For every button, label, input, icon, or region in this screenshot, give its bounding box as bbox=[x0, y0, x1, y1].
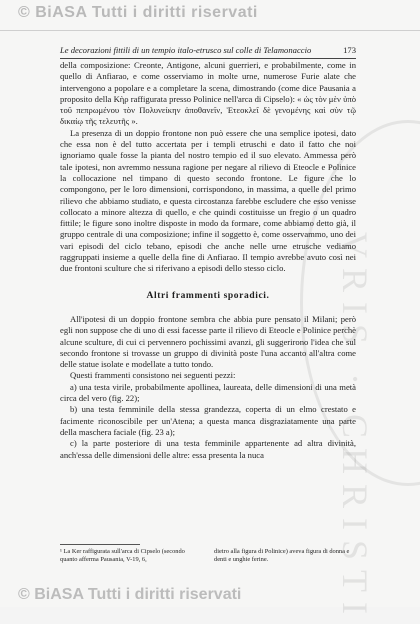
watermark-top: © BiASA Tutti i diritti riservati bbox=[18, 4, 258, 21]
running-header bbox=[60, 45, 356, 55]
footnote-left: ¹ La Ker raffigurata sull'arca di Cipselo (secondo quanto afferma Pausania, V-19, 6, bbox=[60, 548, 185, 563]
body-text bbox=[60, 60, 356, 461]
header-rule bbox=[60, 58, 356, 59]
footnote-rule bbox=[60, 544, 140, 545]
section-title: Altri frammenti sporadici. bbox=[146, 290, 270, 301]
paragraph-7: c) la parte posteriore di una testa femminile appartenente ad altra divinità, anch'essa delle dimensioni delle altre: essa presenta la nuca bbox=[60, 438, 356, 460]
top-border bbox=[0, 30, 420, 31]
page-number: 173 bbox=[343, 45, 356, 55]
paragraph-5: a) una testa virile, probabilmente apollinea, laureata, delle dimensioni di una metà circa del vero (fig. 22); bbox=[60, 381, 356, 404]
seal-text: VRIS · CHRISTI bbox=[335, 232, 375, 624]
footnote-right: dietro alla figura di Polinice) aveva figura di donna e denti e unghie ferine. bbox=[214, 548, 350, 563]
paragraph-1: della composizione: Creonte, Antigone, alcuni guerrieri, e probabilmente, come in quello di Anfiarao, e come osserviamo in molte urne, numerose Furie alate che intervengono a popolare e a completare la scena, dimostrando (come dice Pausania a proposito della Kὴρ raffigurata presso Polinice nell'arca di Cipselo): « ὡς τὸν μὲν ὑπὸ τοῦ πεπρωμένου τὸν Πολυνείκην ἀποθανεῖν, Ἐτεοκλεῖ δὲ γενομένης καὶ σὺν τῷ δικαίῳ τῆς τελευτῆς ». bbox=[60, 60, 356, 127]
paragraph-6: b) una testa femminile della stessa grandezza, coperta di un elmo crestato e facimente riconoscibile per un'Atena; a questa manca disgraziatamente una parte della maschera faciale (fig. 23 a); bbox=[60, 404, 356, 437]
footnotes bbox=[60, 548, 356, 564]
watermark-bottom: © BiASA Tutti i diritti riservati bbox=[18, 586, 242, 603]
paragraph-3: All'ipotesi di un doppio frontone sembra che abbia pure pensato il Milani; però egli non suppose che di uno di essi facesse parte il rilievo di Eteocle e Polinice perchè alcune sculture, di cui ci pervennero pochissimi avanzi, gli suggerirono l'idea che sul secondo frontone si trovasse un gruppo di divinità poste l'una accanto all'altra come delle statue isolate e modellate a tutto tondo. bbox=[60, 313, 356, 370]
header-title: Le decorazioni fittili di un tempio italo-etrusco sul colle di Telamonaccio bbox=[60, 45, 312, 55]
paragraph-2: La presenza di un doppio frontone non può essere che una semplice ipotesi, dato che essa non è del tutto accertata per i templi etruschi e dato il fatto che noi ignoriamo quale fosse la pianta del nostro tempio ed il suo elevato. Ammessa però tale ipotesi, non avremmo nessuna ragione per negare al rilievo di Eteocle e Polinice la collocazione nel timpano di questo secondo frontone. Le figure che lo compongono, per le loro dimensioni, corrispondono, in massima, a quelle del primo rilievo che abbiamo studiato, e questa circostanza farebbe escludere che esso venisse collocato a minore altezza di quello, e che quindi costituisse un fregio o un quadro fittile; le figure sono inoltre disposte in modo da formare, come abbiamo detto già, il gruppo centrale di una composizione; infine il soggetto è, come osservammo, uno dei vari episodi del ciclo tebano, episodi che anche nelle urne etrusche vediamo raggruppati insieme a quelle della fine di Anfiarao. Il tempio avrebbe avuto così nei due frontoni sculture che si riferivano a episodi dello stesso ciclo. bbox=[60, 127, 356, 274]
paragraph-4: Questi frammenti consistono nei seguenti pezzi: bbox=[70, 370, 236, 381]
